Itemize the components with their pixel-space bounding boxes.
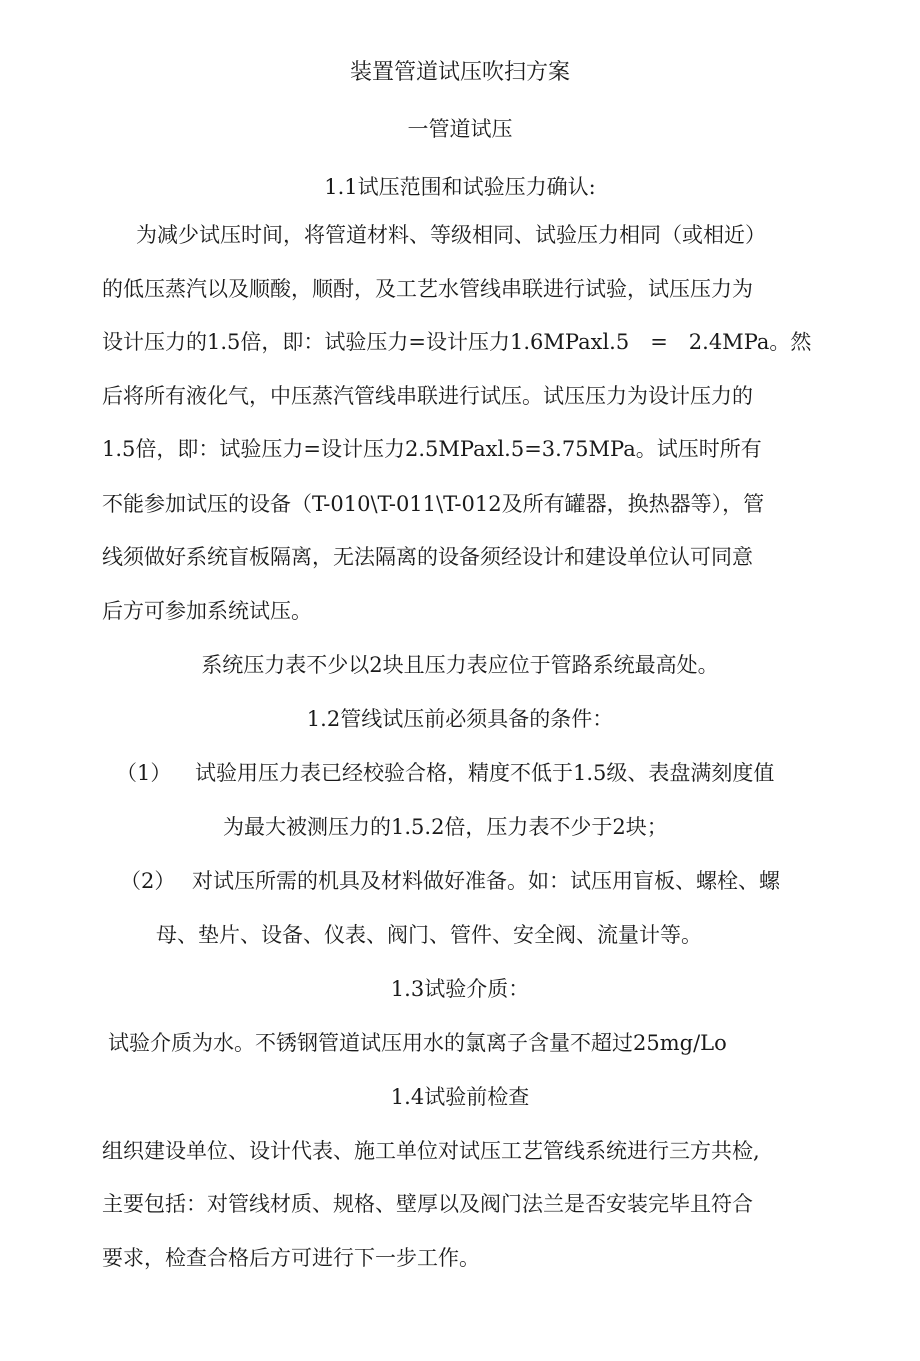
pressure-gauge-note: 系统压力表不少以2块且压力表应位于管路系统最高处。 — [201, 653, 719, 677]
section-heading-pipe-pressure-test: 一管道试压 — [407, 117, 513, 141]
paragraph-line: 线须做好系统盲板隔离，无法隔离的设备须经设计和建设单位认可同意 — [102, 545, 753, 569]
list-item-text: 试验用压力表已经校验合格，精度不低于1.5级、表盘满刻度值 — [195, 761, 775, 785]
subsection-heading-1-2: 1.2管线试压前必须具备的条件： — [306, 707, 614, 731]
paragraph-line: 1.5倍，即：试验压力=设计压力2.5MPaxl.5=3.75MPa。试压时所有 — [102, 437, 762, 461]
paragraph-line: 不能参加试压的设备（T-010\T-011\T-012及所有罐器，换热器等），管 — [102, 492, 765, 516]
list-item-text: 母、垫片、设备、仪表、阀门、管件、安全阀、流量计等。 — [156, 923, 702, 947]
paragraph-line: 后方可参加系统试压。 — [102, 599, 312, 623]
subsection-heading-1-3: 1.3试验介质： — [390, 977, 530, 1001]
paragraph-line: 为减少试压时间，将管道材料、等级相同、试验压力相同（或相近） — [136, 223, 766, 247]
paragraph-line: 的低压蒸汽以及顺酸，顺酎，及工艺水管线串联进行试验，试压压力为 — [102, 277, 753, 301]
paragraph-line: 后将所有液化气，中压蒸汽管线串联进行试压。试压压力为设计压力的 — [102, 384, 753, 408]
paragraph-line: 主要包括：对管线材质、规格、壁厚以及阀门法兰是否安装完毕且符合 — [102, 1192, 753, 1216]
list-item-number: （1） — [116, 761, 172, 785]
list-item-number: （2） — [120, 869, 176, 893]
subsection-heading-1-1: 1.1试压范围和试验压力确认: — [324, 175, 596, 199]
paragraph-line: 设计压力的1.5倍，即：试验压力=设计压力1.6MPaxl.5 = 2.4MPa。然 — [102, 330, 812, 354]
subsection-heading-1-4: 1.4试验前检查 — [390, 1085, 530, 1109]
list-item-text: 为最大被测压力的1.5.2倍，压力表不少于2块； — [223, 815, 668, 839]
list-item-text: 对试压所需的机具及材料做好准备。如：试压用盲板、螺栓、螺 — [192, 869, 780, 893]
paragraph-line: 要求，检查合格后方可进行下一步工作。 — [102, 1246, 480, 1270]
document-title: 装置管道试压吹扫方案 — [349, 60, 570, 85]
paragraph-line: 组织建设单位、设计代表、施工单位对试压工艺管线系统进行三方共检, — [102, 1139, 760, 1163]
test-medium-text: 试验介质为水。不锈钢管道试压用水的氯离子含量不超过25mg/Lo — [108, 1031, 727, 1055]
